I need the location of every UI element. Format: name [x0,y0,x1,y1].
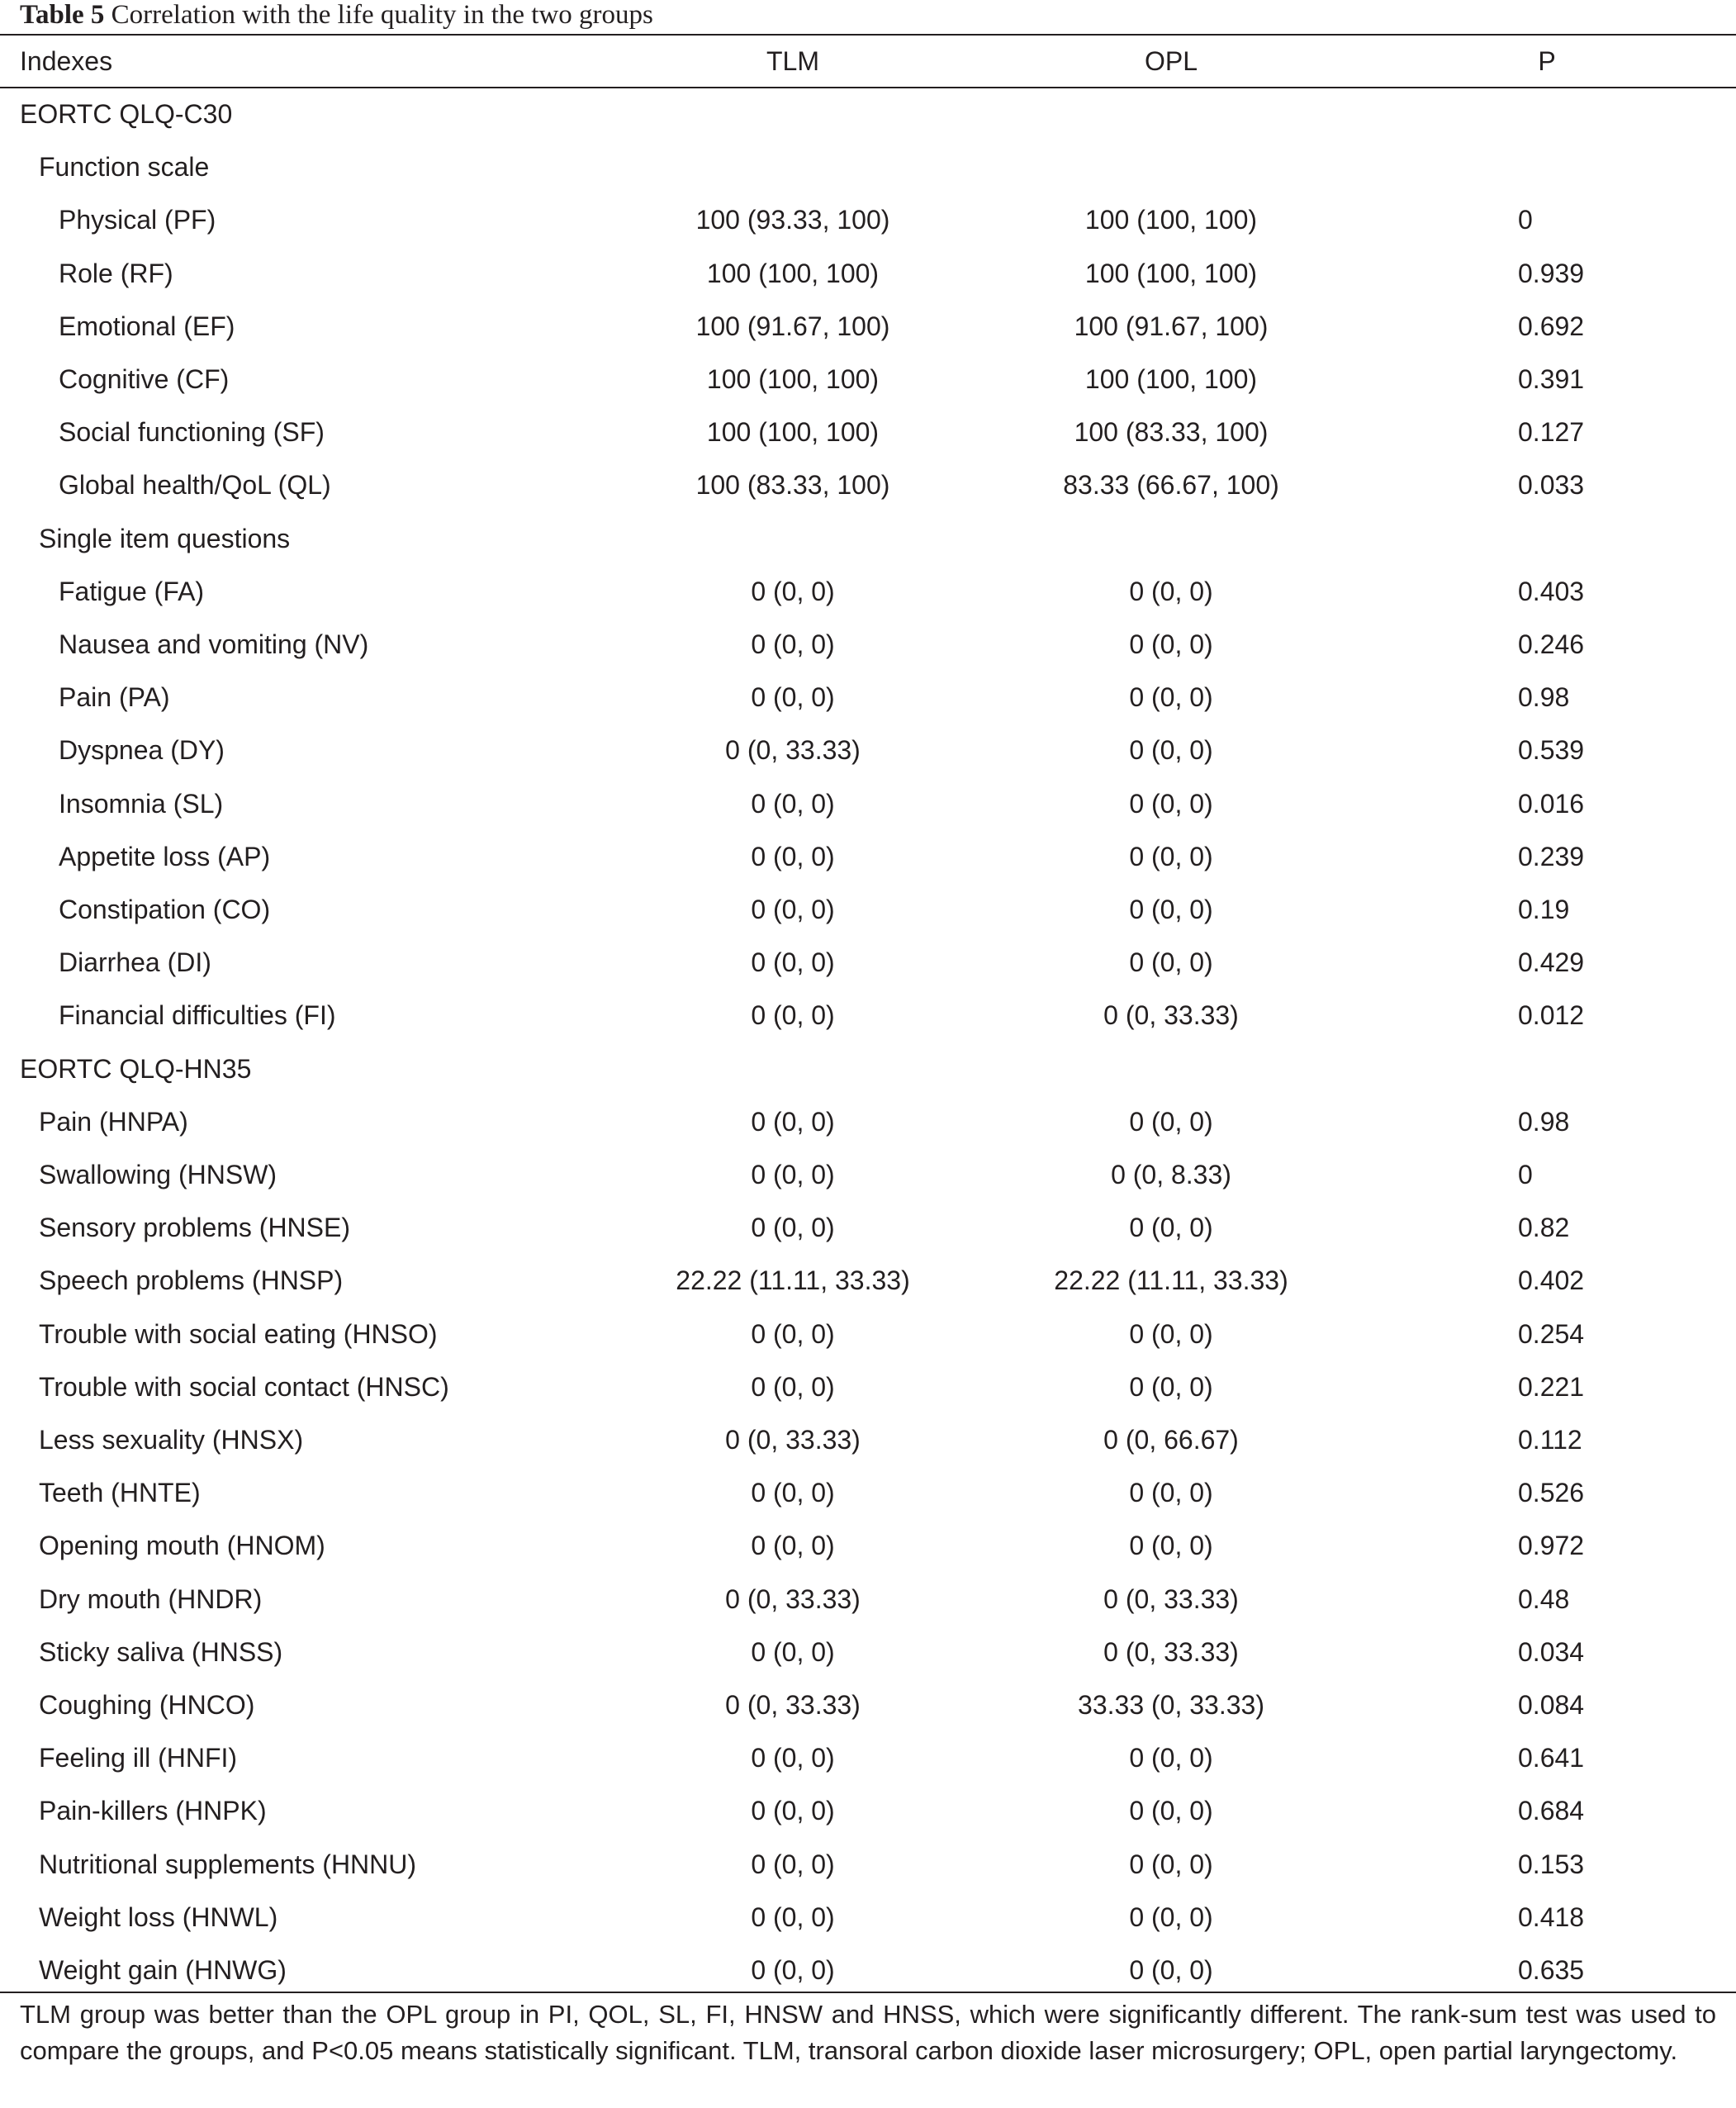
tlm-value: 0 (0, 0) [751,1213,835,1243]
row-label: Pain-killers (HNPK) [39,1796,267,1826]
row-label: Dyspnea (DY) [59,735,225,766]
opl-value: 0 (0, 0) [1129,1531,1213,1561]
subsection-row [0,512,1736,565]
table-row [0,1784,1736,1837]
opl-value: 0 (0, 0) [1129,576,1213,606]
table-row [0,1573,1736,1626]
row-label: Emotional (EF) [59,311,235,341]
row-label: Global health/QoL (QL) [59,470,331,501]
row-label: Weight gain (HNWG) [39,1955,287,1985]
p-value: 0.539 [1518,735,1585,766]
row-label: Swallowing (HNSW) [39,1160,277,1189]
row-label: Coughing (HNCO) [39,1690,255,1720]
row-label: Sticky saliva (HNSS) [39,1636,283,1667]
opl-value: 100 (100, 100) [1084,205,1258,235]
tlm-value: 0 (0, 0) [751,1743,835,1773]
p-value: 0.112 [1518,1425,1582,1455]
row-label: Insomnia (SL) [59,788,224,819]
table-row [0,1148,1736,1201]
table-row [0,1201,1736,1254]
row-label: Function scale [39,152,210,183]
table-row [0,989,1736,1042]
tlm-value: 0 (0, 0) [751,1849,835,1879]
p-value: 0.012 [1518,1000,1585,1031]
row-label: Constipation (CO) [59,895,271,924]
p-value: 0.82 [1518,1213,1570,1243]
table-row [0,1254,1736,1307]
table-row [0,1308,1736,1360]
table-row [0,353,1736,406]
row-label: Diarrhea (DI) [59,947,211,978]
header-p: P [1538,46,1556,76]
p-value: 0.526 [1518,1478,1585,1508]
header-opl: OPL [1144,46,1198,76]
p-value: 0.254 [1518,1318,1585,1349]
p-value: 0.19 [1518,895,1570,924]
opl-value: 0 (0, 8.33) [1111,1160,1231,1189]
table-row [0,458,1736,511]
tlm-value: 0 (0, 0) [751,947,835,978]
row-label: Teeth (HNTE) [39,1478,201,1508]
header-indexes: Indexes [20,46,113,76]
row-label: Pain (PA) [59,682,170,713]
opl-value: 0 (0, 0) [1129,629,1213,659]
opl-value: 0 (0, 0) [1129,1106,1213,1137]
row-label: Nausea and vomiting (NV) [59,629,369,659]
tlm-value: 0 (0, 0) [751,576,835,606]
table-row [0,1519,1736,1572]
table-row [0,1413,1736,1466]
tlm-value: 0 (0, 0) [751,1371,835,1402]
opl-value: 0 (0, 0) [1129,1318,1213,1349]
tlm-value: 0 (0, 33.33) [725,735,861,766]
p-value: 0.153 [1518,1849,1585,1879]
table-row [0,1360,1736,1413]
opl-value: 0 (0, 0) [1129,895,1213,924]
tlm-value: 0 (0, 0) [751,1955,835,1985]
row-label: Nutritional supplements (HNNU) [39,1849,417,1879]
tlm-value: 0 (0, 0) [751,1901,835,1932]
table-row [0,565,1736,618]
row-label: Opening mouth (HNOM) [39,1531,325,1561]
table-row [0,193,1736,246]
tlm-value: 0 (0, 33.33) [725,1690,861,1720]
row-label: Trouble with social contact (HNSC) [39,1371,449,1402]
caption-label: Table 5 [20,0,105,30]
row-label: Weight loss (HNWL) [39,1901,278,1932]
opl-value: 33.33 (0, 33.33) [1078,1690,1264,1720]
opl-value: 0 (0, 0) [1129,1849,1213,1879]
tlm-value: 0 (0, 0) [751,1636,835,1667]
opl-value: 0 (0, 0) [1129,1371,1213,1402]
p-value: 0.939 [1518,258,1585,288]
row-label: Trouble with social eating (HNSO) [39,1318,438,1349]
row-label: Pain (HNPA) [39,1106,188,1137]
p-value: 0.972 [1518,1531,1585,1561]
table-header-row [0,35,1736,88]
p-value: 0.692 [1518,311,1585,341]
tlm-value: 0 (0, 0) [751,1318,835,1349]
tlm-value [578,140,1008,193]
row-label: Cognitive (CF) [59,364,230,394]
tlm-value: 100 (100, 100) [706,417,880,448]
opl-value: 100 (100, 100) [1084,364,1258,394]
row-label: Role (RF) [59,258,173,288]
row-label: Less sexuality (HNSX) [39,1425,304,1455]
p-value: 0 [1518,205,1533,235]
tlm-value: 100 (91.67, 100) [695,311,890,341]
tlm-value: 0 (0, 0) [751,895,835,924]
tlm-value: 0 (0, 0) [751,682,835,713]
opl-value: 0 (0, 0) [1129,1743,1213,1773]
opl-value [956,140,1386,193]
table-row [0,777,1736,830]
row-label: Dry mouth (HNDR) [39,1583,263,1614]
tlm-value: 0 (0, 0) [751,629,835,659]
p-value: 0.429 [1518,947,1585,978]
tlm-value [578,1042,1008,1095]
tlm-value: 0 (0, 0) [751,1478,835,1508]
row-label: Speech problems (HNSP) [39,1265,344,1296]
p-value: 0.98 [1518,682,1570,713]
opl-value [956,512,1386,565]
opl-value: 0 (0, 0) [1129,682,1213,713]
opl-value: 22.22 (11.11, 33.33) [1054,1265,1288,1296]
table-row [0,830,1736,883]
opl-value [956,1042,1386,1095]
opl-value: 100 (83.33, 100) [1074,417,1269,448]
tlm-value: 0 (0, 33.33) [725,1583,861,1614]
table-row [0,1944,1736,1996]
row-label: Fatigue (FA) [59,576,205,606]
p-value: 0.641 [1518,1743,1585,1773]
row-label: Feeling ill (HNFI) [39,1743,238,1773]
subsection-row [0,140,1736,193]
table-row [0,300,1736,353]
p-value: 0.084 [1518,1690,1585,1720]
p-value: 0.221 [1518,1371,1585,1402]
tlm-value: 100 (100, 100) [706,364,880,394]
table-row [0,1466,1736,1519]
p-value: 0.418 [1518,1901,1585,1932]
tlm-value: 0 (0, 0) [751,1000,835,1031]
opl-value: 0 (0, 0) [1129,841,1213,871]
tlm-value [578,512,1008,565]
opl-value: 0 (0, 0) [1129,1901,1213,1932]
p-value: 0 [1518,1160,1533,1189]
opl-value: 0 (0, 0) [1129,1478,1213,1508]
section-row [0,1042,1736,1095]
tlm-value: 100 (100, 100) [706,258,880,288]
opl-value: 100 (91.67, 100) [1074,311,1269,341]
opl-value: 0 (0, 33.33) [1103,1636,1239,1667]
opl-value: 0 (0, 0) [1129,1213,1213,1243]
table-row [0,883,1736,936]
row-label: EORTC QLQ-HN35 [20,1053,252,1084]
tlm-value: 0 (0, 0) [751,1106,835,1137]
p-value: 0.635 [1518,1955,1585,1985]
bottom-rule [0,1992,1736,1993]
tlm-value: 100 (93.33, 100) [695,205,890,235]
opl-value: 0 (0, 0) [1129,735,1213,766]
section-row [0,88,1736,140]
table-row [0,618,1736,671]
table-row [0,247,1736,300]
header-tlm: TLM [766,46,819,76]
opl-value: 0 (0, 66.67) [1103,1425,1239,1455]
p-value: 0.402 [1518,1265,1585,1296]
tlm-value: 22.22 (11.11, 33.33) [676,1265,910,1296]
p-value: 0.127 [1518,417,1585,448]
row-label: Appetite loss (AP) [59,841,271,871]
p-value: 0.033 [1518,470,1585,501]
tlm-value [578,88,1008,140]
table-footnote: TLM group was better than the OPL group in PI, QOL, SL, FI, HNSW and HNSS, which were significantly different. The rank-sum test was used to compare the groups, and P<0.05 means statistically significant. TLM, transoral carbon dioxide laser microsurgery; OPL, open partial laryngectomy. [20,2000,1716,2065]
opl-value [956,88,1386,140]
row-label: Social functioning (SF) [59,417,325,448]
tlm-value: 0 (0, 0) [751,788,835,819]
table-row [0,1626,1736,1678]
table-row [0,936,1736,989]
table-row [0,1891,1736,1944]
caption-text: Correlation with the life quality in the two groups [104,0,653,30]
p-value: 0.034 [1518,1636,1585,1667]
row-label: Financial difficulties (FI) [59,1000,336,1031]
tlm-value: 0 (0, 0) [751,841,835,871]
opl-value: 0 (0, 0) [1129,1955,1213,1985]
row-label: Physical (PF) [59,205,216,235]
table-row [0,1838,1736,1891]
opl-value: 100 (100, 100) [1084,258,1258,288]
p-value: 0.403 [1518,576,1585,606]
table-row [0,1678,1736,1731]
opl-value: 0 (0, 33.33) [1103,1000,1239,1031]
opl-value: 0 (0, 0) [1129,947,1213,978]
table-caption [20,0,653,31]
opl-value: 0 (0, 0) [1129,1796,1213,1826]
p-value: 0.246 [1518,629,1585,659]
tlm-value: 0 (0, 0) [751,1796,835,1826]
tlm-value: 0 (0, 0) [751,1160,835,1189]
table-row [0,1731,1736,1784]
row-label: Single item questions [39,523,291,553]
p-value: 0.684 [1518,1796,1585,1826]
opl-value: 0 (0, 33.33) [1103,1583,1239,1614]
p-value: 0.239 [1518,841,1585,871]
opl-value: 0 (0, 0) [1129,788,1213,819]
tlm-value: 0 (0, 0) [751,1531,835,1561]
row-label: Sensory problems (HNSE) [39,1213,350,1243]
p-value: 0.48 [1518,1583,1570,1614]
table-row [0,1095,1736,1148]
tlm-value: 100 (83.33, 100) [695,470,890,501]
opl-value: 83.33 (66.67, 100) [1063,470,1279,501]
p-value: 0.391 [1518,364,1585,394]
table-row [0,724,1736,776]
p-value: 0.016 [1518,788,1585,819]
table-row [0,406,1736,458]
table-row [0,671,1736,724]
row-label: EORTC QLQ-C30 [20,99,233,129]
tlm-value: 0 (0, 33.33) [725,1425,861,1455]
p-value: 0.98 [1518,1106,1570,1137]
